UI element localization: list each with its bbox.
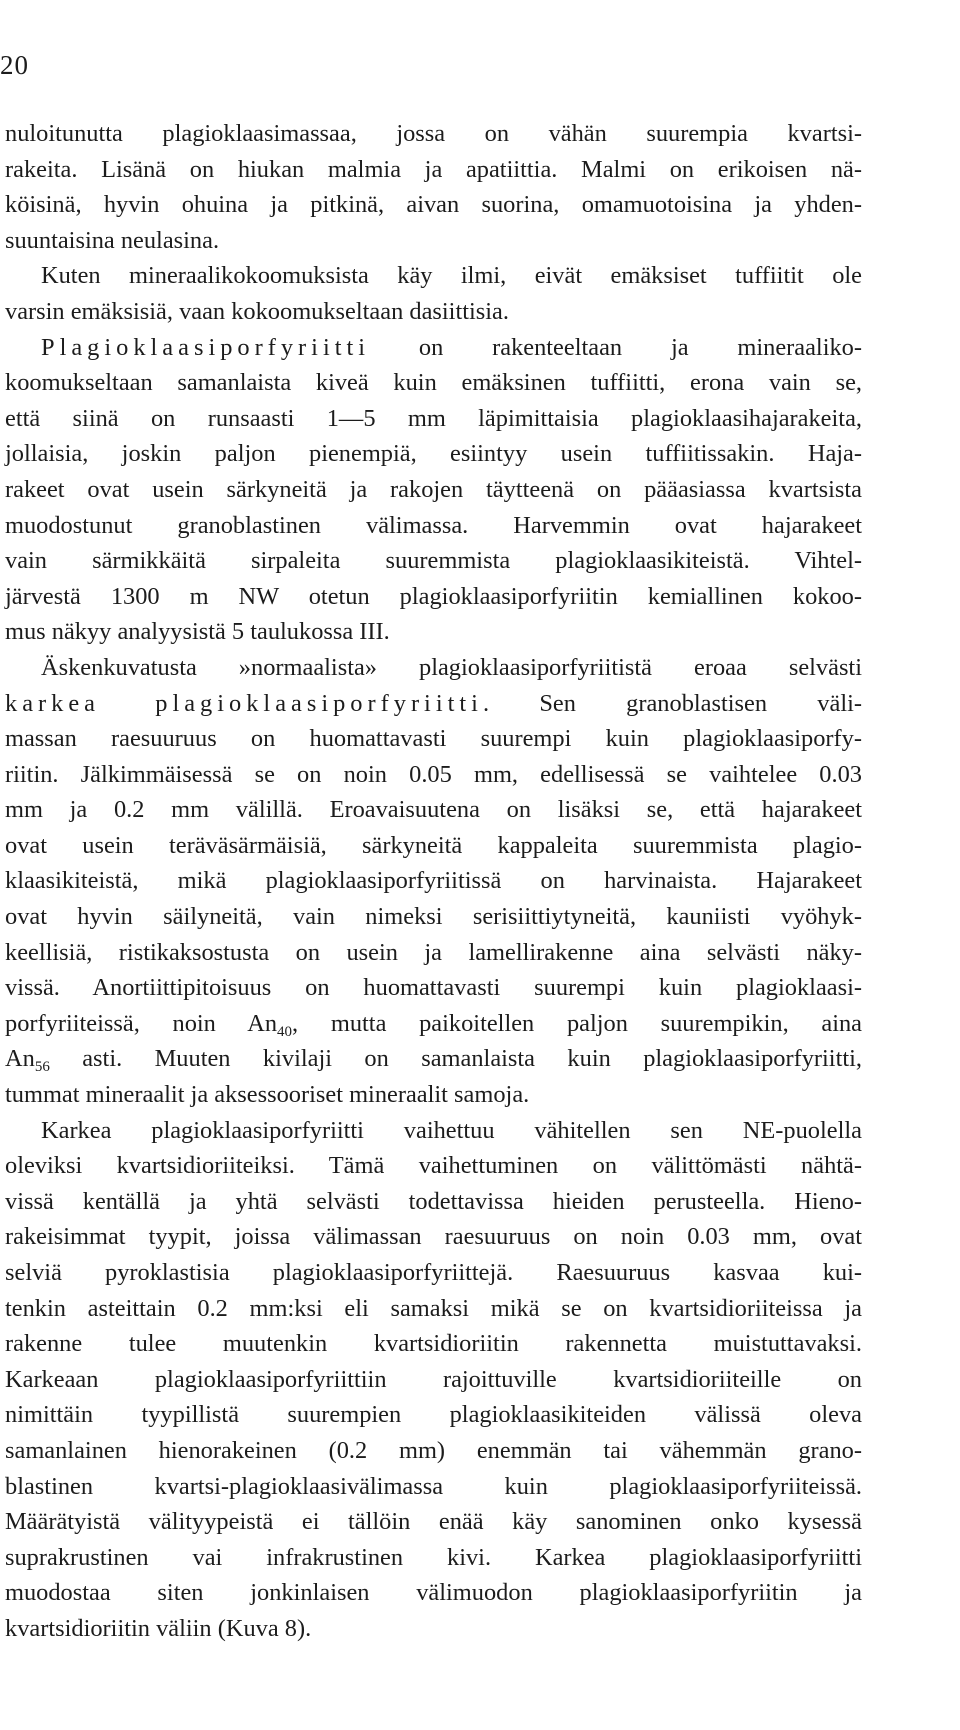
- paragraph: [5, 116, 862, 258]
- text-line: [5, 258, 862, 294]
- text-line: [5, 579, 862, 615]
- text-line: [5, 330, 862, 366]
- text-run: vissä. Anortiittipitoisuus on huomattavasti suurempi kuin plagioklaasi-: [5, 974, 862, 1002]
- text-run: rakeita. Lisänä on hiukan malmia ja apatiittia. Malmi on erikoisen nä-: [5, 155, 862, 183]
- text-line: [5, 1540, 862, 1576]
- paragraph: [5, 330, 862, 650]
- text-line: [5, 614, 862, 650]
- text-run: riitin. Jälkimmäisessä se on noin 0.05 mm, edellisessä se vaihtelee 0.03: [5, 760, 862, 788]
- text-line: [5, 436, 862, 472]
- text-line: [5, 686, 862, 722]
- subscript: 40: [277, 1023, 293, 1040]
- text-run: klaasikiteistä, mikä plagioklaasiporfyriitissä on harvinaista. Hajarakeet: [5, 867, 862, 895]
- text-line: [5, 1362, 862, 1398]
- text-run: Karkea plagioklaasiporfyriitti vaihettuu vähitellen sen NE-puolella: [41, 1116, 862, 1144]
- text-line: [5, 1041, 862, 1077]
- text-run: suprakrustinen vai infrakrustinen kivi. Karkea plagioklaasiporfyriitti: [5, 1543, 862, 1571]
- text-run: selviä pyroklastisia plagioklaasiporfyriittejä. Raesuuruus kasvaa kui-: [5, 1259, 862, 1286]
- text-run: keellisiä, ristikaksostusta on usein ja lamellirakenne aina selvästi näky-: [5, 938, 862, 966]
- text-line: [5, 1611, 862, 1647]
- text-line: [5, 1006, 862, 1042]
- text-run: rakenne tulee muutenkin kvartsidioriitin rakennetta muistuttavaksi.: [5, 1330, 862, 1358]
- paragraph: [5, 258, 862, 329]
- text-run: mus näkyy analyysistä 5 taulukossa III.: [5, 618, 390, 646]
- text-run: suuntaisina neulasina.: [5, 226, 220, 254]
- text-run: koomukseltaan samanlaista kiveä kuin emäksinen tuffiitti, erona vain se,: [5, 369, 862, 397]
- text-line: [5, 1113, 862, 1149]
- text-run: ovat usein teräväsärmäisiä, särkyneitä kappaleita suuremmista plagio-: [5, 831, 862, 859]
- text-line: [5, 721, 862, 757]
- spaced-term: Plagioklaasiporfyriitti: [41, 333, 371, 361]
- spaced-term: karkea plagioklaasiporfyriitti: [5, 689, 483, 717]
- text-line: [5, 152, 862, 188]
- text-run: on rakenteeltaan ja mineraaliko-: [370, 333, 862, 361]
- text-run: nuloitunutta plagioklaasimassaa, jossa on vähän suurempia kvartsi-: [5, 120, 862, 147]
- text-line: [5, 1469, 862, 1505]
- text-run: Kuten mineraalikokoomuksista käy ilmi, eivät emäksiset tuffiitit ole: [41, 262, 862, 290]
- text-line: [5, 970, 862, 1006]
- text-line: [5, 899, 862, 935]
- text-line: [5, 828, 862, 864]
- text-line: [5, 935, 862, 971]
- text-run: Määrätyistä välityypeistä ei tällöin enää käy sanominen onko kysessä: [5, 1508, 862, 1536]
- text-run: Karkeaan plagioklaasiporfyriittiin rajoittuville kvartsidioriiteille on: [5, 1365, 862, 1393]
- text-line: [5, 1255, 862, 1291]
- text-run: An: [5, 1045, 35, 1073]
- text-line: [5, 543, 862, 579]
- text-run: mm ja 0.2 mm välillä. Eroavaisuutena on lisäksi se, että hajarakeet: [5, 796, 862, 824]
- text-line: [5, 1077, 862, 1113]
- text-line: [5, 223, 862, 259]
- text-line: [5, 294, 862, 330]
- text-run: massan raesuuruus on huomattavasti suurempi kuin plagioklaasiporfy-: [5, 725, 862, 753]
- text-run: rakeisimmat tyypit, joissa välimassan raesuuruus on noin 0.03 mm, ovat: [5, 1223, 862, 1251]
- subscript: 56: [34, 1059, 50, 1076]
- text-run: vain särmikkäitä sirpaleita suuremmista plagioklaasikiteistä. Vihtel-: [5, 547, 862, 575]
- text-line: [5, 508, 862, 544]
- text-run: blastinen kvartsi-plagioklaasivälimassa kuin plagioklaasiporfyriiteissä.: [5, 1472, 862, 1500]
- text-run: nimittäin tyypillistä suurempien plagioklaasikiteiden välissä oleva: [5, 1401, 862, 1429]
- text-line: [5, 187, 862, 223]
- text-run: ovat hyvin säilyneitä, vain nimeksi serisiittiytyneitä, kauniisti vyöhyk-: [5, 903, 862, 931]
- text-line: [5, 116, 862, 152]
- text-run: tummat mineraalit ja aksessooriset mineraalit samoja.: [5, 1081, 530, 1109]
- text-run: jollaisia, joskin paljon pienempiä, esiintyy usein tuffiitissakin. Haja-: [5, 440, 862, 468]
- text-run: Äskenkuvatusta »normaalista» plagioklaasiporfyriitistä eroaa selvästi: [41, 653, 862, 681]
- text-line: [5, 757, 862, 793]
- text-run: oleviksi kvartsidioriiteiksi. Tämä vaihettuminen on välittömästi nähtä-: [5, 1152, 862, 1180]
- text-run: varsin emäksisiä, vaan kokoomukseltaan dasiittisia.: [5, 297, 509, 325]
- text-run: samanlainen hienorakeinen (0.2 mm) enemmän tai vähemmän grano-: [5, 1436, 862, 1464]
- text-line: [5, 1433, 862, 1469]
- text-line: [5, 472, 862, 508]
- text-run: köisinä, hyvin ohuina ja pitkinä, aivan suorina, omamuotoisina ja yhden-: [5, 191, 862, 219]
- text-line: [5, 1148, 862, 1184]
- body-text: [5, 116, 862, 1647]
- text-run: muodostaa siten jonkinlaisen välimuodon plagioklaasiporfyriitin ja: [5, 1579, 862, 1607]
- text-run: asti. Muuten kivilaji on samanlaista kuin plagioklaasiporfyriitti,: [49, 1045, 862, 1073]
- paragraph: [5, 650, 862, 1113]
- text-line: [5, 863, 862, 899]
- text-line: [5, 1219, 862, 1255]
- text-run: porfyriiteissä, noin An: [5, 1009, 278, 1037]
- text-run: , mutta paikoitellen paljon suurempikin, aina: [292, 1009, 862, 1037]
- paragraph: [5, 1113, 862, 1647]
- text-run: järvestä 1300 m NW otetun plagioklaasiporfyriitin kemiallinen kokoo-: [5, 582, 862, 610]
- text-line: [5, 792, 862, 828]
- text-run: . Sen granoblastisen väli-: [482, 689, 863, 717]
- text-line: [5, 401, 862, 437]
- text-line: [5, 1397, 862, 1433]
- text-line: [5, 1184, 862, 1220]
- text-run: vissä kentällä ja yhtä selvästi todettavissa hieiden perusteella. Hieno-: [5, 1187, 862, 1215]
- text-run: että siinä on runsaasti 1—5 mm läpimittaisia plagioklaasihajarakeita,: [5, 404, 862, 432]
- text-run: kvartsidioriitin väliin (Kuva 8).: [5, 1614, 312, 1642]
- text-line: [5, 1504, 862, 1540]
- page-number: 20: [0, 50, 29, 80]
- text-line: [5, 650, 862, 686]
- text-run: rakeet ovat usein särkyneitä ja rakojen täytteenä on pääasiassa kvartsista: [5, 475, 862, 503]
- text-line: [5, 1326, 862, 1362]
- text-run: tenkin asteittain 0.2 mm:ksi eli samaksi mikä se on kvartsidioriiteissa ja: [5, 1294, 862, 1322]
- text-line: [5, 365, 862, 401]
- text-run: muodostunut granoblastinen välimassa. Harvemmin ovat hajarakeet: [5, 511, 862, 539]
- text-line: [5, 1291, 862, 1327]
- text-line: [5, 1575, 862, 1611]
